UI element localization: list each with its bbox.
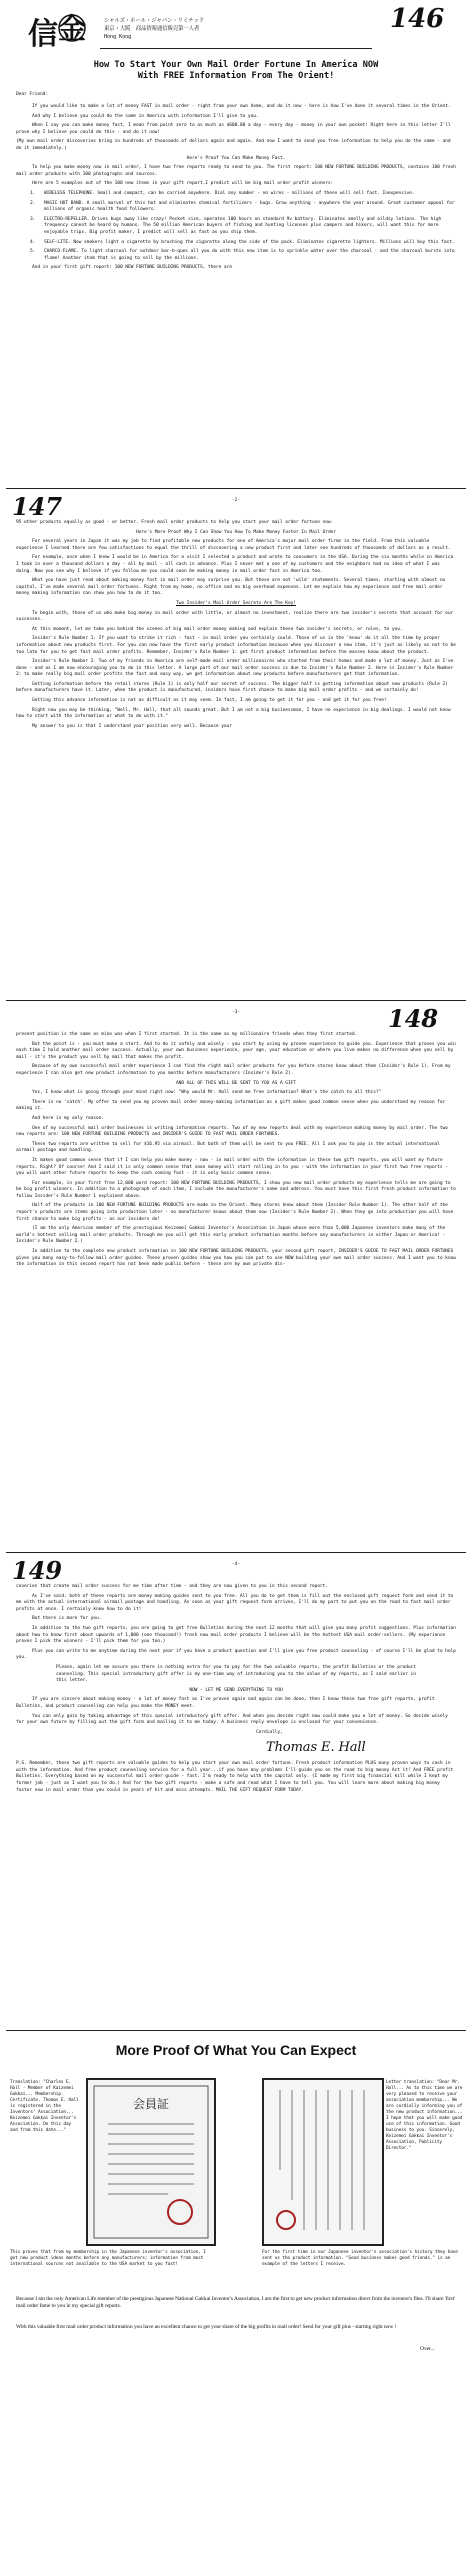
body-paragraph: (My own mail order discoveries bring in hundreds of thousands of dollars again and again. And now I want to send you free information to help you do the same - and do it immediately.)	[16, 139, 451, 151]
list-item: 1. WIRELESS TELEPHONE. Small and compact, can be carried anywhere. Dial any number - no wires - millions of these will sell fast. Inexpensive.	[30, 190, 415, 196]
section-heading: Here's Proof You Can Make Money Fast.	[186, 155, 286, 161]
body-paragraph: As I've said, both of these reports are money making guides sent to you free. All you do to get them is fill out the enclosed gift request form and send it to me with the actual international airmail postage and handling. As soon as your gift request form arrives, I'll do my part to put you on the road to fast mail order profits at once. I certainly know how to do it!	[16, 1593, 454, 1612]
signature: Thomas E. Hall	[266, 1740, 366, 1756]
page-separator	[6, 1000, 466, 1001]
page-title-line-2: With FREE Information From The Orient!	[137, 71, 335, 81]
body-paragraph: 95 other products equally as good - or better. Fresh mail order products to help you start your mail order fortune now.	[16, 520, 334, 525]
certificate-translation: Translation: "Charles E. Hall - Member of Kaizemei Gakkai... Membership Certificate. Thomas E. Hall is registered in the Inventors' Association... Keizemei Gakkai Inventor's Association. On this day and from this date..."	[10, 2080, 79, 2133]
page-separator	[6, 1552, 466, 1553]
page-title-line-1: How To Start Your Own Mail Order Fortune In America NOW	[93, 60, 379, 70]
product-list	[16, 191, 456, 262]
proof-footer-2: With this valuable first mail order product information you have an excellent chance to get your share of the big profits in mail order! Send for your gift plus - starting right now !	[16, 2324, 397, 2330]
body-paragraph: What you have just read about making money fast in mail order may surprise you. But these are not 'wild' statements. Several times, starting with almost no capital, I've made several mail order fortunes. Right from my home, no office and no big overhead expenses. Let me explain how my experience and free mail order money making information can show you how to do it too.	[16, 578, 446, 597]
logo-kanji-icon	[26, 10, 92, 52]
letter-icon	[264, 2080, 382, 2244]
body-paragraph: One of my successful mail order businesses is writing information reports. Two of my new reports deal with my experience making money by mail order. The two new reports are: 100 NEW FORTUNE BUILDING PRODUCTS and INSIDER'S GUIDE TO FAST MAIL ORDER FORTUNES.	[16, 1125, 448, 1138]
body-paragraph: And here is my only reason.	[32, 1115, 104, 1121]
body-paragraph: But there is more for you.	[32, 1616, 102, 1622]
body-paragraph: (I am the only American member of the prestigious Keizemei Gakkai Inventor's Association in Japan whose more than 5,000 Japanese inventors make many of the world's hottest selling mail order products. Through me you will get this early product information months before any manufacturers in either Japan or America! - Insider's Rule Number 2.)	[16, 1226, 446, 1245]
page-2	[0, 492, 472, 992]
membership-certificate-image	[86, 2078, 216, 2246]
body-paragraph: Here are 5 examples out of the 100 new items in your gift report.I predict will be big mail order profit winners:	[32, 181, 334, 187]
body-paragraph: For example, once when I knew I would be in America for a visit I selected a product and wrote to consumers in the USA. During the six months while in America I took in over a thousand dollars a day - all by mail - all cash in advance. Plus I never met a one of my customers and the neighbors had no idea of what I was doing. Now you see why I believe if you follow me you could soon be making money in mail order fast in America too.	[16, 555, 454, 574]
section-heading: AND ALL OF THIS WILL BE SENT TO YOU AS A GIFT	[176, 1080, 296, 1086]
body-paragraph: Plus you can write to me anytime during the next year if you have a product question and I'll give you free product counseling - of course I'll be glad to help you.	[16, 1648, 456, 1661]
body-paragraph: These two reports are written to sell for $16.95 via airmail. But both of them will be sent to you FREE. All I ask you to pay is the actual international airmail postage and handling.	[16, 1141, 440, 1154]
salutation: Dear Friend:	[16, 92, 48, 97]
handwritten-page-number: 148	[388, 1004, 439, 1033]
header-rule	[100, 48, 372, 49]
body-paragraph: Right now you may be thinking, "Well, Mr. Hall, that all sounds great. But I am not a big businessman, I have no experience in big dealings. I would not know how to start with the information or what to do with it."	[16, 707, 451, 720]
body-paragraph: For several years in Japan it was my job to find profitable new products for one of America's major mail order firms in the field. From this valuable experience I learned there are few satisfactions to equal the thrill of discovering a new product first and later see hundreds of thousands of dollars as a result.	[16, 539, 451, 551]
page-separator	[6, 2030, 466, 2031]
body-paragraph: It makes good common sense that if I can help you make money - now - in mail order with the information in these two gift reports, you will want my future reports. Right? Of course! And I said it is only common sense that soon money will start rolling in to you - with the information in your first two free reports - you will want other future reports to keep the cash coming fast - it is only basic common sense.	[16, 1157, 448, 1177]
body-paragraph: coveries that create mail order success for me time after time - and they are now given to you in this second report.	[16, 1584, 328, 1589]
list-item: 5. CHARCO-FLAME. To light charcoal for outdoor bar-b-ques all you do with this new item is to sprinkle water over the charcoal - and the charcoal bursts into flame! Another item that is going to sell by the millions.	[30, 249, 455, 261]
page-folio: -3-	[232, 1010, 240, 1015]
letter-note: For the first time in our Japanese inventor's association's history they have sent us the product information. "Good business makes good friends." is an example of the letters I receive.	[262, 2250, 458, 2267]
body-paragraph: For example, in your first free 12,000 word report: 100 NEW FORTUNE BUILDING PRODUCTS, I show you new mail order products my experience tells me are going to be big profit winners. In addition to a photograph of each item, I include the manufacturer's name and address. You must have this first fresh product information to follow Insider's Rule Number 1 explained above.	[16, 1180, 456, 1199]
handwritten-page-number: 149	[12, 1556, 63, 1585]
body-paragraph: Yes, I know what is going through your mind right now: "Why would Mr. Hall send me free information? What's the catch to all this?"	[32, 1090, 382, 1096]
page-separator	[6, 488, 466, 489]
certificate-note: This proves that from my membership in the Japanese inventor's association, I get new product ideas months before any manufacturers; information from most international sources not available to the USA market to you fast!	[10, 2250, 206, 2267]
list-item: 3. ELECTRO-REPELLER. Drives bugs away like crazy! Pocket size, operates 100 hours on standard 9v battery. Eliminates smelly and oildsy lotions. The high frequency cannot be heard by humans. The 50 million American buyers of fishing and hunting licenses plus campers and hikers, will want this for more enjoyable trips. Big profit maker, I predict will sell as fast as you ship them.	[30, 216, 442, 235]
logo-line-3: Hong Kong	[104, 34, 132, 40]
section-heading: Here's More Proof Why I Can Show You How To Make Money Faster In Mail Order	[136, 529, 336, 535]
certificate-icon	[88, 2080, 214, 2244]
closing-salutation: Cordially,	[256, 1729, 283, 1735]
handwritten-page-number: 147	[12, 492, 63, 521]
handwritten-page-number: 146	[390, 4, 445, 34]
page-3-body	[16, 1032, 456, 1272]
body-paragraph: My answer to you is that I understand your position very well. Because your	[32, 723, 232, 729]
list-item: 2. MAGIC HOT BAND. A small marvel of this hot and eliminates chemical fertilizers - bugs. Grow anything - anywhere the year around. Great customer appeal for millions of organic health food followers.	[30, 200, 455, 213]
company-logo	[26, 10, 92, 52]
body-paragraph: Getting information before the retail stores (Rule 1) is only half our secret of success. The bigger half is getting information about new products (Rule 2) before manufacturers have it. Later, when the product is manufactured, insiders have first chance to make big mail order profits - and we certainly do!	[16, 681, 448, 694]
body-paragraph: If you are sincere about making money - a lot of money fast as I've proven again and again can be done, then I know these two free gift reports, profit Bulletins, and product counseling can help you make the MONEY meet.	[16, 1697, 435, 1709]
page-folio: -4-	[232, 1562, 240, 1567]
svg-text:金: 金	[58, 12, 87, 45]
proof-footer: Because I am the only American Life member of the prestigious Japanese National Gakkai Inventor's Association, I am the first to get new product information direct from the inventor's files. I'll share 'first' mail order fame to you in my special gift reports.	[16, 2296, 455, 2309]
body-paragraph: But the point is - you must make a start. And to do it safely and wisely - you start by using my proven experience to guide you. Experience that proves you win each time I hold another mail order success. Actually, your own business experience, your age, your education or where you live makes no difference when you sell by mail - it's the product you sell by mail that makes the profit.	[16, 1041, 456, 1060]
body-paragraph: present position is the same as mine was when I first started. It is the same as my millionaire friends when they first started.	[16, 1032, 358, 1037]
body-paragraph: In addition to the complete new product information in 100 NEW FORTUNE BUILDING PRODUCTS, your second gift report, INSIDER'S GUIDE TO FAST MAIL ORDER FORTUNES gives you many easy-to-follow mail order guides. These proven guides show you how you can put to use NOW building your own mail order success. And I want you to know the information in this second report has not been made public before - these are my own private dis-	[16, 1249, 456, 1268]
body-paragraph: Getting this advance information is not as difficult as it may seem. In fact, I am going to get it for you - and get it for you free!	[32, 698, 387, 704]
body-paragraph: Insider's Rule Number 2. Two of my friends in America are self-made mail order millionaires who started from their homes and made a lot of money. Just as I've done - and as I am now encouraging you to do in this letter. A large part of our mail order success is due to Insider's Rule Number 2. Here is Insider's Rule Number 2: to make really big mail order profits the fast and easy way, we get information about new products before manufacturers get that information.	[16, 659, 454, 678]
list-item: 4. SELF-LITE. Now smokers light a cigarette by brushing the cigarette along the side of the pack. Eliminates cigarette lighters. Millions will buy this fast.	[30, 239, 455, 245]
body-paragraph: To help you make money now in mail order, I have two free reports ready to send to you. The first report: 100 NEW FORTUNE BUILDING PRODUCTS, contains 100 fresh mail order products with 100 photographs and sources.	[16, 165, 456, 177]
svg-text:信: 信	[28, 17, 58, 52]
over-label: Over...	[420, 2346, 435, 2352]
body-paragraph: When I say you can make money fast, I mean from point zero to as much as $600.00 a day - every day - money in your own pocket! Right here in this letter I'll prove why I believe you could do this - and do it now!	[16, 123, 451, 135]
body-paragraph: In addition to the two gift reports, you are going to get free Bulletins during the next 12 months that will give you many profit suggestions. Plus information about how to know first about upwards of 1,000 (one thousand!) fresh new mail order products I believe will be the hottest USA mail order-sellers. (My experience proves I pick the winners - I'll pick them for you too.)	[16, 1625, 456, 1645]
body-paragraph: If you would like to make a lot of money FAST in mail order - right from your own home, and do it now - here is how I've done it several times in the Orient.	[32, 104, 451, 109]
body-paragraph: There is no 'catch'. My offer to send you my proven mail order money-making information as a gift makes good common sense when you understand my reason for making it.	[16, 1099, 446, 1112]
page-1-body	[16, 104, 456, 275]
page-1	[0, 0, 472, 480]
proof-heading: More Proof Of What You Can Expect	[115, 2042, 357, 2058]
body-paragraph: At this moment, let me take you behind the scenes of big mail order money making and explain these two insider's secrets, or rules, to you.	[32, 626, 403, 632]
body-paragraph: Because of my own successful mail order experience I can find the right mail order products for you before stores know about them (Insider's Rule 1). From my experience I can also get new product information to you months before manufacturers (Insider's Rule 2).	[16, 1064, 451, 1076]
body-paragraph: Half of the products in 100 NEW FORTUNE BUILDING PRODUCTS are made in the Orient. Many stores know about them (Insider Rule Number 1). The other half of the report's products are items going into production later - no manufacturer knows about them now (Insider's Rule Number 2). When they go into production you will have first chance to make big profits - as our insiders do!	[16, 1203, 454, 1222]
page-3	[0, 1004, 472, 1544]
logo-line-2: 東京・大阪 商品情報通信販売第一人者	[104, 26, 200, 32]
page-4-body	[16, 1584, 456, 1797]
svg-text:会員証: 会員証	[132, 2097, 170, 2111]
postscript: P.S. Remember, these two gift reports are valuable guides to help you start your own mail order fortune. Fresh product information PLUS many proven ways to cash in with the information. And free product counseling service for a full year...if you have any problems I'll guide you on the road to big money Act it! And FREE profit Bulletins. Everything based on my successful mail order guide - fast. I'm ready to help with the capital only. (I made my first big financial kill while I kept my former job - just as I want you to do.) And for the two gift reports - make a safe and read what I have to tell you. You will learn more about making big money faster now in mail order than you could in years of hit and miss attempts. MAIL THE GIFT REQUEST FORM TODAY.	[16, 1761, 454, 1793]
body-paragraph: Insider's Rule Number 1. If you want to strike it rich - fast - in mail order you certainly could. Those of us in the 'know' do it all the time by proper information about new products first. For you can now have the first early product information because when you discover a new item, it's just as likely as not to be too late for you to get fast mail order profits. Remember, Insider's Rule Number 1: get first product information before the masses know about the product.	[16, 636, 456, 655]
body-paragraph: To begin with, those of us who make big money in mail order with little, or almost no investment, realize there are two insider's secrets that account for our successes.	[16, 610, 454, 623]
body-paragraph: And in your first gift report: 100 NEW FORTUNE BUILDING PRODUCTS, there are	[32, 265, 232, 271]
inventors-letter-image	[262, 2078, 384, 2246]
logo-line-1: シャルズ・ホール・ジャパン・リミテッド	[104, 18, 205, 24]
body-paragraph: And why I believe you could do the same in America with information I'll give to you.	[32, 113, 259, 119]
letter-translation: Letter translation: "Dear Mr. Hall... As to this time we are very pleased to receive your association membership... We are cordially informing you of the new product information... I hope that you will make good use of this information. Good business to you. Sincerely, Keizemei Gakkai Inventor's Association, Publicity Director."	[386, 2080, 463, 2151]
page-folio: -2-	[232, 498, 240, 503]
section-heading: NOW - LET ME SEND EVERYTHING TO YOU	[189, 1687, 283, 1693]
proof-section	[0, 2034, 472, 2560]
body-paragraph: You can only gain by taking advantage of this special introductory gift offer. And when you decide right now could make you a lot of money. So decide wisely for your own future by filling out the gift form and mailing it to me today. A business reply envelope is enclosed for your convenience.	[16, 1713, 448, 1726]
page-4	[0, 1556, 472, 2026]
page-2-body	[16, 520, 456, 733]
section-heading: Two Insider's Mail Order Secrets Are The Key!	[176, 600, 296, 606]
body-paragraph: Please, again let me assure you there is nothing extra for you to pay for the two valuable reports, the profit Bulletins or the product counseling. This special introductory gift offer is my one-time way of introducing you to the value of my reports, as I said earlier in this letter.	[56, 1664, 416, 1684]
